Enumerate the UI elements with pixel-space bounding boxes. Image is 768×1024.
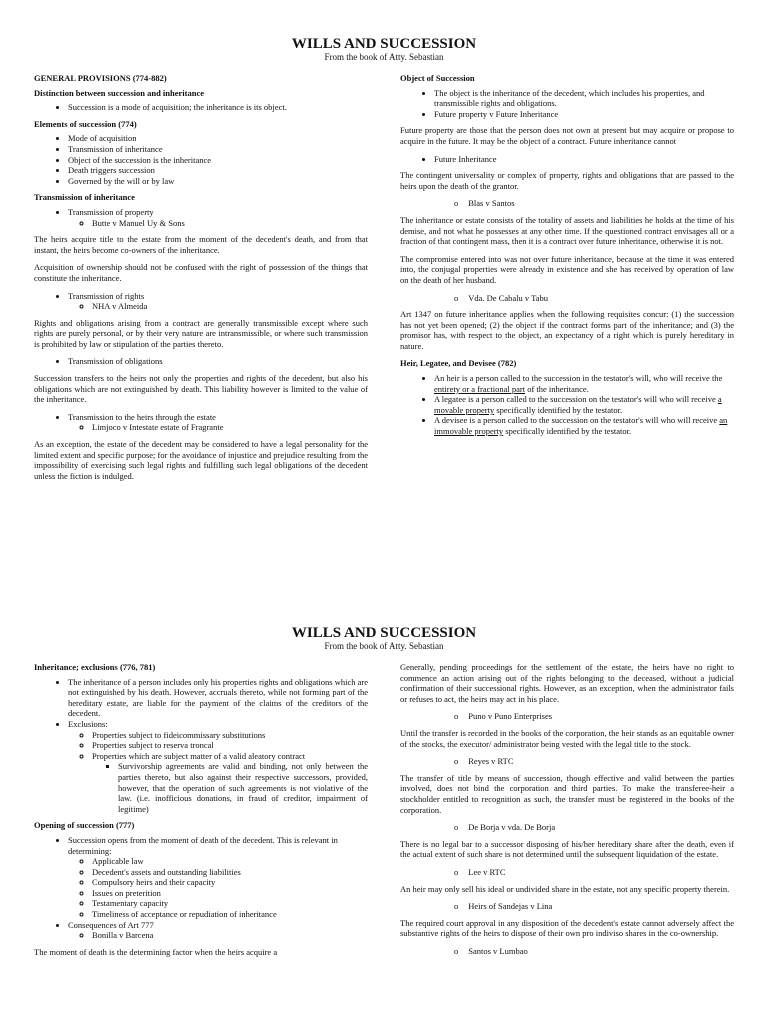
list-item: • Transmission of rights ◦ NHA v Almeida: [68, 291, 368, 312]
paragraph: Acquisition of ownership should not be confused with the right of possession of the things that constitute the inheritance.: [34, 262, 368, 283]
list-item: • Transmission of obligations: [68, 356, 368, 367]
paragraph: The compromise entered into was not over future inheritance, because at the time it was entered into, the conjugal properties were already in existence and she has received by operation of law on the death of her husband.: [400, 253, 734, 285]
paragraph: An heir may only sell his ideal or undivided share in the estate, not any specific property therein.: [400, 883, 730, 894]
list-item: • The object is the inheritance of the decedent, which includes his properties, and transmissible rights and obligations.: [434, 88, 734, 109]
list-item: • Governed by the will or by law: [68, 176, 368, 187]
list-item: • Succession is a mode of acquisition; the inheritance is its object.: [68, 102, 368, 113]
left-column: [34, 73, 368, 488]
paragraph: The transfer of title by means of succession, though effective and valid between the parties involved, does not bind the corporation and third parties. To make the transferee-heir a stockholder entitled to recognition as such, the transfer must be registered in the books of the corporation.: [400, 772, 734, 815]
list-item: • The inheritance of a person includes only his properties rights and obligations which are not extinguished by his death. However, accruals thereto, while not forming part of the hereditary estate, are liable for the payment of the claims of the creditors of the decedent.: [68, 677, 368, 719]
case-citation: ◦ Limjoco v Intestate estate of Fragrante: [92, 422, 368, 433]
paragraph: The contingent universality or complex of property, rights and obligations that are passed to the heirs upon the death of the grantor.: [400, 170, 734, 191]
list-item: ◦ Properties subject to fideicommissary substitutions: [92, 730, 368, 741]
underlined-term: entirety or a fractional part: [434, 383, 526, 394]
list-item: • Exclusions: ◦ Properties subject to fideicommissary substitutions ◦ Properties subject to reserva troncal ◦ Properties which are subject matter of a valid aleatory contract ▪ Survivorship agreements are valid and binding, not only between the parties thereto, but also against their respective successors, provided, however, that the operation of such agreements is not violative of the law. (i.e. inofficious donations, in fraud of creditor, impairment of legitime): [68, 719, 368, 814]
paragraph: As an exception, the estate of the decedent may be considered to have a legal personality for the limited extent and specific purpose; for the avoidance of injustice and prejudice resulting from the impossibility of exercising such legal rights and fulfilling such legal obligations of the decedent unless the fiction is indulged.: [34, 439, 368, 481]
section-heading: Object of Succession: [400, 73, 475, 83]
section-heading: Distinction between succession and inheritance: [34, 87, 204, 98]
list-item: ▪ Survivorship agreements are valid and binding, not only between the parties thereto, but also against their respective successors, provided, however, that the operation of such agreements is not violative of the law. (i.e. inofficious donations, in fraud of creditor, impairment of legitime): [118, 761, 368, 814]
case-citation: o Puno v Puno Enterprises: [454, 711, 734, 722]
section-heading: Opening of succession (777): [34, 820, 135, 831]
case-citation: o De Borja v vda. De Borja: [454, 822, 734, 833]
paragraph: Until the transfer is recorded in the books of the corporation, the heir stands as an equitable owner of the stocks, the executor/ administrator being vested with the legal title to the stock.: [400, 727, 734, 749]
list-item: • Transmission to the heirs through the estate ◦ Limjoco v Intestate estate of Fragrante: [68, 412, 368, 433]
paragraph: Future property are those that the person does not own at present but may acquire or propose to acquire in the future. It may be the object of a contract. Future inheritance cannot: [400, 125, 734, 146]
underlined-term: an immovable property: [434, 415, 728, 437]
paragraph: Art 1347 on future inheritance applies when the following requisites concur: (1) the succession has not yet been opened; (2) the object if the contract forms part of the inheritance; and (3) the promisor has, with respect to the object, an expectancy of a right which is purely hereditary in nature.: [400, 309, 734, 351]
paragraph: Generally, pending proceedings for the settlement of the estate, the heirs have no right to commence an action arising out of the rights belonging to the deceased, without a judicial confirmation of their successional rights. However, as an exception, when the administrator fails or refuses to act, the heirs may act in his place.: [400, 662, 734, 704]
list-item: • Future property v Future Inheritance: [434, 109, 734, 120]
list-item: ◦ Properties which are subject matter of a valid aleatory contract ▪ Survivorship agreements are valid and binding, not only between the parties thereto, but also against their respective successors, provided, however, that the operation of such agreements is not violative of the law. (i.e. inofficious donations, in fraud of creditor, impairment of legitime): [92, 751, 368, 815]
paragraph: The inheritance or estate consists of the totality of assets and liabilities he holds at the time of his demise, and not what he possesses at any other time. If the questioned contract envisages all or a fraction of that contingent mass, then it is a contract over future inheritance, otherwise it is not.: [400, 214, 734, 247]
paragraph: There is no legal bar to a successor disposing of his/her hereditary share after the death, even if the actual extent of such share is not determined until the subsequent liquidation of the estate.: [400, 838, 734, 860]
paragraph: The heirs acquire title to the estate from the moment of the decedent's death, and from that instant, the heirs become co-owners of the inheritance.: [34, 234, 368, 255]
list-item: ◦ Properties subject to reserva troncal: [92, 740, 368, 751]
case-citation: o Blas v Santos: [454, 198, 734, 209]
list-item: • Transmission of inheritance: [68, 144, 368, 155]
case-citation: o Heirs of Sandejas v Lina: [454, 901, 734, 912]
section-heading: Elements of succession (774): [34, 118, 137, 129]
case-citation: ◦ NHA v Almeida: [92, 301, 368, 312]
case-citation: ◦ Bonilla v Barcena: [92, 930, 368, 941]
underlined-term: a movable property: [434, 394, 722, 415]
list-item: • Mode of acquisition: [68, 133, 368, 144]
list-item: ◦ Timeliness of acceptance or repudiation of inheritance: [92, 909, 368, 920]
section-heading: Inheritance; exclusions (776, 781): [34, 662, 156, 672]
list-item: • A legatee is a person called to the succession on the testator's will who will receive a movable property specifically identified by the testator.: [434, 394, 734, 415]
list-item: ◦ Compulsory heirs and their capacity: [92, 877, 368, 888]
list-item: ◦ Decedent's assets and outstanding liabilities: [92, 867, 368, 878]
page-2: [0, 555, 768, 1024]
case-citation: o Vda. De Cabalu v Tabu: [454, 293, 734, 304]
list-item: ◦ Issues on preterition: [92, 888, 368, 899]
paragraph: Succession transfers to the heirs not only the properties and rights of the decedent, but also his obligations which are not extinguished by death. This liability however is limited to the value of the inheritance.: [34, 373, 368, 405]
list-item: • Succession opens from the moment of death of the decedent. This is relevant in determining: ◦ Applicable law ◦ Decedent's assets and outstanding liabilities ◦ Compulsory heirs and their capacity ◦ Issues on preterition ◦ Testamentary capacity ◦ Timeliness of acceptance or repudiation of inheritance: [68, 835, 368, 920]
page-subtitle: From the book of Atty. Sebastian: [324, 52, 444, 62]
paragraph: The required court approval in any disposition of the decedent's estate cannot adversely affect the substantive rights of the heirs to dispose of their own pro indiviso shares in the co-ownership.: [400, 917, 734, 939]
list-item: • Object of the succession is the inheritance: [68, 155, 368, 166]
page-subtitle: From the book of Atty. Sebastian: [324, 641, 444, 651]
list-item: • An heir is a person called to the succession in the testator's will, who will receive the entirety or a fractional part of the inheritance.: [434, 373, 734, 394]
list-item: • Future Inheritance: [434, 154, 734, 165]
list-item: ◦ Applicable law: [92, 856, 368, 867]
section-heading: Heir, Legatee, and Devisee (782): [400, 358, 517, 369]
list-item: • Consequences of Art 777 ◦ Bonilla v Barcena: [68, 920, 368, 941]
left-column: [34, 662, 368, 964]
case-citation: o Santos v Lumbao: [454, 946, 734, 957]
list-item: • Death triggers succession: [68, 165, 368, 176]
paragraph: The moment of death is the determining factor when the heirs acquire a: [34, 946, 278, 957]
page-title: WILLS AND SUCCESSION: [291, 36, 477, 52]
list-item: • Transmission of property ◦ Butte v Manuel Uy & Sons: [68, 207, 368, 228]
case-citation: o Reyes v RTC: [454, 756, 734, 767]
right-column: [400, 73, 734, 488]
section-heading: Transmission of inheritance: [34, 192, 135, 203]
list-item: ◦ Testamentary capacity: [92, 898, 368, 909]
list-item: • A devisee is a person called to the succession on the testator's will who will receive an immovable property specifically identified by the testator.: [434, 415, 734, 436]
section-heading: GENERAL PROVISIONS (774-882): [34, 73, 167, 83]
page-title: WILLS AND SUCCESSION: [291, 625, 477, 641]
paragraph: Rights and obligations arising from a contract are generally transmissible except where such rights are purely personal, or by their very nature are intransmissible, or where such transmission is prohibited by law or stipulation of the parties thereto.: [34, 317, 368, 349]
case-citation: o Lee v RTC: [454, 867, 734, 878]
case-citation: ◦ Butte v Manuel Uy & Sons: [92, 218, 368, 229]
right-column: [400, 662, 734, 964]
